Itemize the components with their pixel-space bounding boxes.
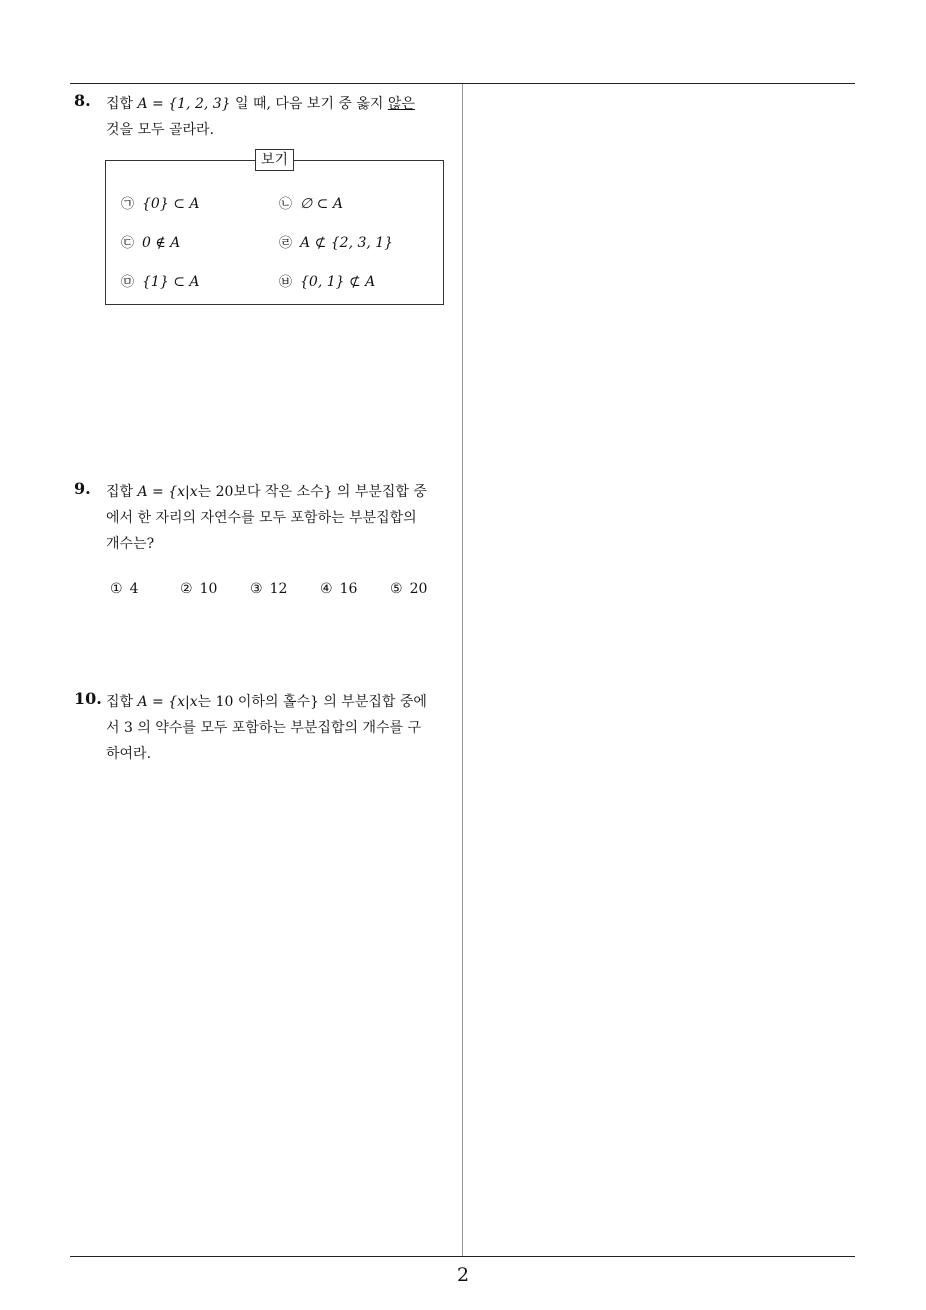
bottom-rule <box>70 1256 855 1257</box>
question-line-2: 것을 모두 골라라. <box>106 122 215 138</box>
bogi-title: 보기 <box>255 149 294 171</box>
item-expression: {0, 1} ⊄ A <box>300 274 376 290</box>
item-mark: ㉡ <box>279 197 293 212</box>
choice-value: 20 <box>409 581 428 597</box>
choice-4[interactable] <box>320 581 357 597</box>
question-text <box>106 91 456 143</box>
item-mark: ㉢ <box>121 236 135 251</box>
item-expression: A ⊄ {2, 3, 1} <box>300 235 394 251</box>
bogi-item <box>121 232 180 251</box>
choice-mark: ④ <box>320 581 333 597</box>
column-divider <box>462 84 463 1256</box>
choice-3[interactable] <box>250 581 287 597</box>
choice-value: 10 <box>199 581 218 597</box>
question-number: 8. <box>74 91 91 110</box>
item-expression: 0 ∉ A <box>142 235 181 251</box>
item-expression: {1} ⊂ A <box>142 274 200 290</box>
bogi-item <box>279 193 343 212</box>
item-expression: ∅ ⊂ A <box>300 196 343 212</box>
choice-5[interactable] <box>390 581 427 597</box>
question-number: 9. <box>74 479 91 498</box>
question-text <box>106 689 456 767</box>
question-line-2: 서 3 의 약수를 모두 포함하는 부분집합의 개수를 구 <box>106 720 421 736</box>
choice-value: 12 <box>269 581 288 597</box>
question-line-2: 에서 한 자리의 자연수를 모두 포함하는 부분집합의 <box>106 510 417 526</box>
choice-1[interactable] <box>110 581 138 597</box>
question-9 <box>74 479 456 557</box>
question-text <box>106 479 456 557</box>
choice-2[interactable] <box>180 581 217 597</box>
item-mark: ㉤ <box>121 275 135 290</box>
question-line-1: 집합 A = {1, 2, 3} 일 때, 다음 보기 중 옳지 않은 <box>106 96 415 112</box>
choice-mark: ③ <box>250 581 263 597</box>
question-number: 10. <box>74 689 102 708</box>
item-mark: ㉣ <box>279 236 293 251</box>
emphasis-not: 않은 <box>387 96 415 112</box>
item-expression: {0} ⊂ A <box>142 196 200 212</box>
bogi-item <box>121 193 199 212</box>
item-mark: ㉠ <box>121 197 135 212</box>
question-line-1: 집합 A = {x|x는 20보다 작은 소수} 의 부분집합 중 <box>106 484 427 500</box>
bogi-item <box>279 232 393 251</box>
choice-value: 16 <box>339 581 358 597</box>
choice-value: 4 <box>129 581 139 597</box>
page-number: 2 <box>456 1264 470 1286</box>
question-8 <box>74 91 456 143</box>
bogi-item <box>121 271 199 290</box>
bogi-item <box>279 271 375 290</box>
choice-mark: ② <box>180 581 193 597</box>
question-10 <box>74 689 456 767</box>
choice-mark: ① <box>110 581 123 597</box>
question-line-3: 개수는? <box>106 536 155 552</box>
question-line-3: 하여라. <box>106 746 152 762</box>
item-mark: ㉥ <box>279 275 293 290</box>
question-line-1: 집합 A = {x|x는 10 이하의 홀수} 의 부분집합 중에 <box>106 694 427 710</box>
choice-mark: ⑤ <box>390 581 403 597</box>
